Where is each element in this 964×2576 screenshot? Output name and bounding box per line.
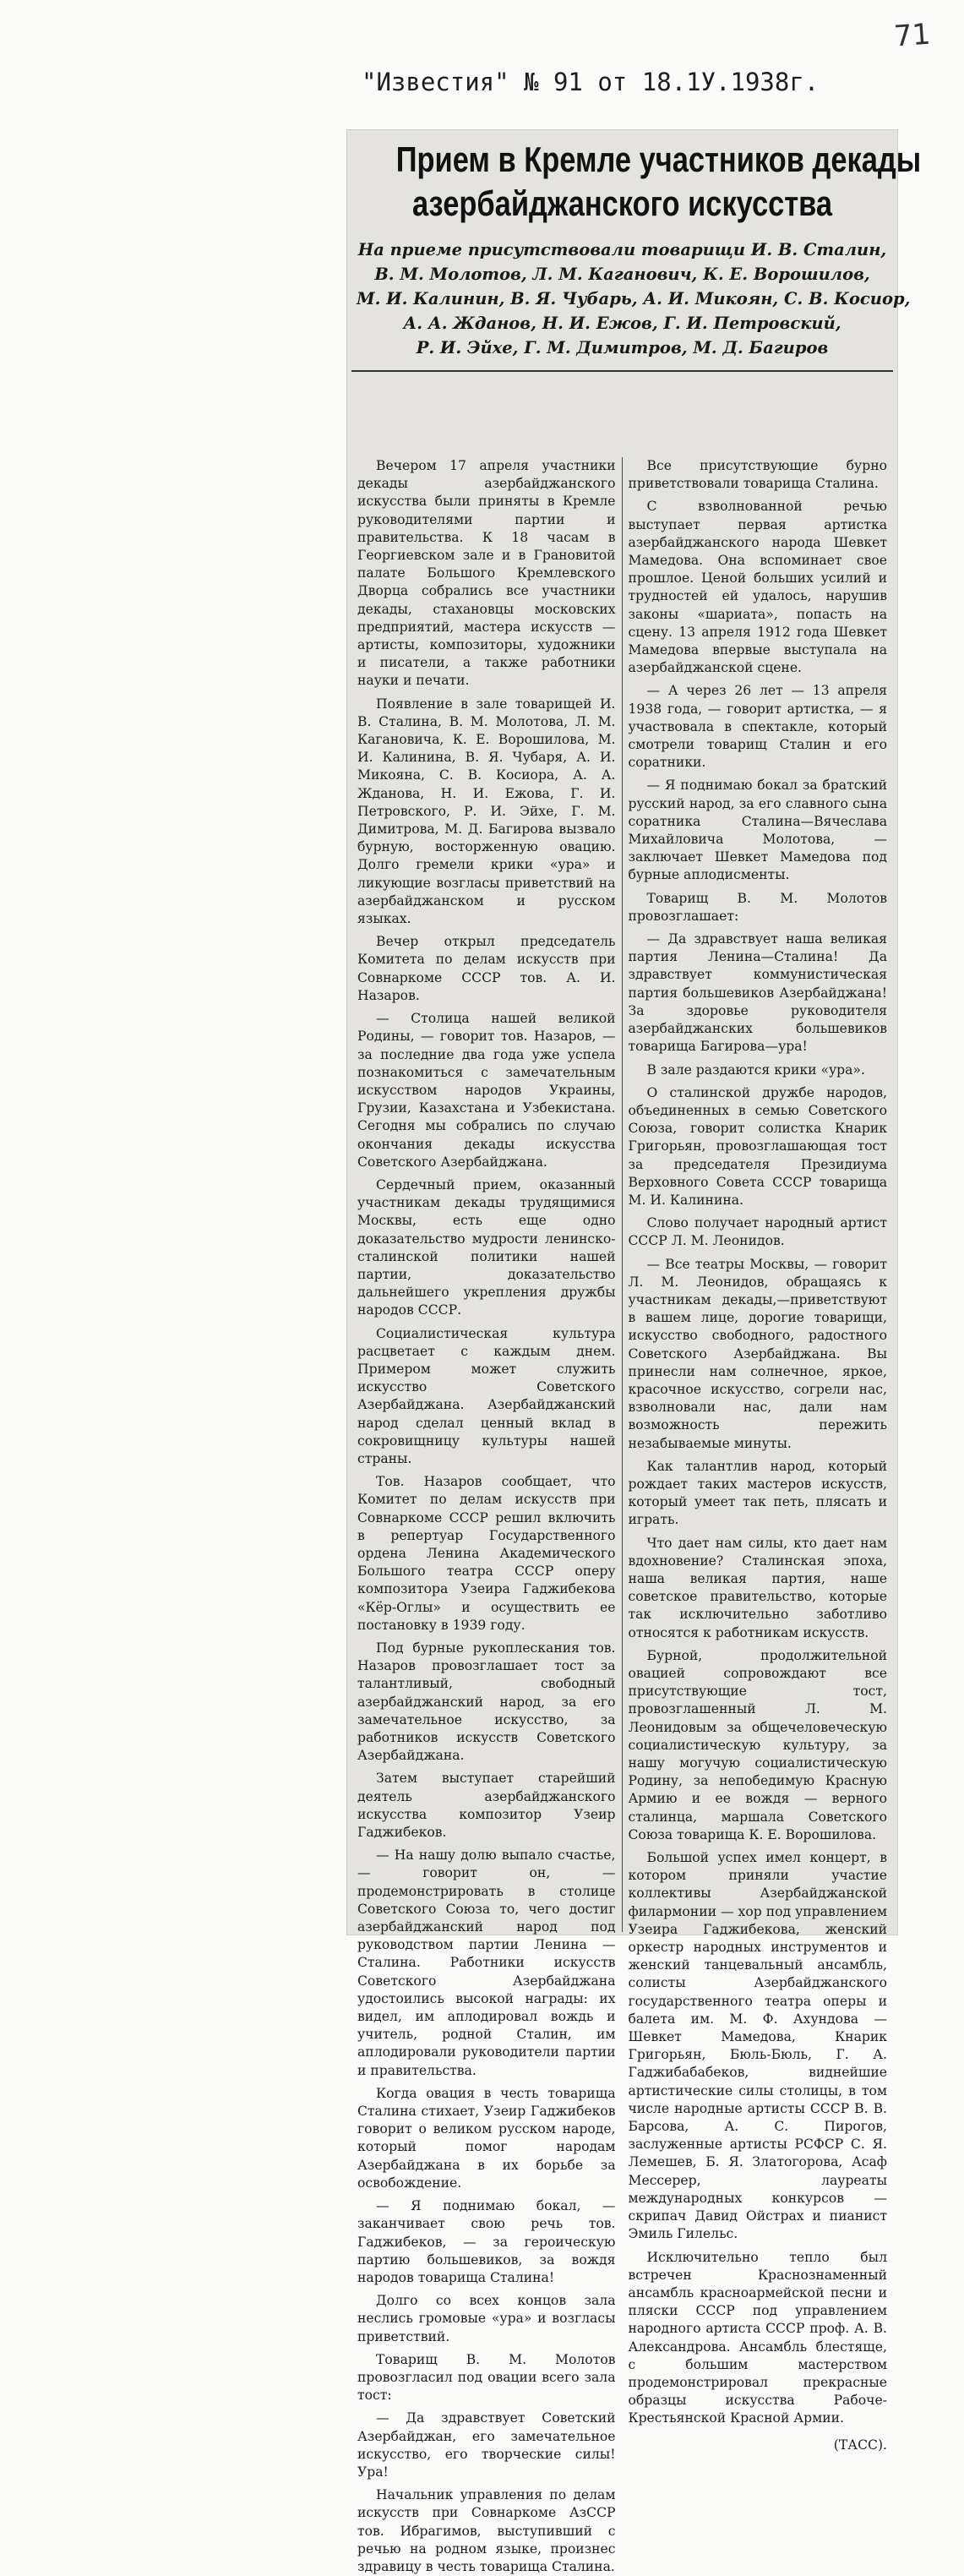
article-paragraph: — Да здравствует наша великая партия Ленина—Сталина! Да здравствует коммунистическая партия большевиков Азербайджана! За здоровье руководителя азербайджанских большевиков товарища Багирова—ура!	[628, 931, 887, 1055]
article-paragraph: Когда овация в честь товарища Сталина стихает, Узеир Гаджибеков говорит о великом русском народе, который помог народам Азербайджана в их борьбе за освобождение.	[357, 2085, 616, 2191]
article-paragraph: Сердечный прием, оказанный участникам декады трудящимися Москвы, есть еще одно доказательство мудрости ленинско-сталинской политики нашей партии, доказательство дальнейшего укрепления дружбы народов СССР.	[357, 1176, 616, 1318]
article-paragraph: Что дает нам силы, кто дает нам вдохновение? Сталинская эпоха, наша великая партия, наше советское правительство, которые так исключительно заботливо относятся к работникам искусств.	[628, 1535, 887, 1640]
subheadline-line: В. М. Молотов, Л. М. Каганович, К. Е. Ворошилов,	[374, 265, 870, 284]
headline-rule	[351, 370, 893, 372]
article-paragraph: — Да здравствует Советский Азербайджан, его замечательное искусство, его творческие силы! Ура!	[357, 2410, 616, 2480]
article-paragraph: Социалистическая культура расцветает с каждым днем. Примером может служить искусство Советского Азербайджана. Азербайджанский народ сделал ценный вклад в сокровищницу культуры нашей страны.	[357, 1325, 616, 1466]
article-paragraph: Тов. Назаров сообщает, что Комитет по делам искусств при Совнаркоме СССР решил включить в репертуар Государственного ордена Ленина Академического Большого театра СССР оперу композитора Узеира Гаджибекова «Кёр-Оглы» и осуществить ее постановку в 1939 году.	[357, 1474, 616, 1633]
article-paragraph: Слово получает народный артист СССР Л. М. Леонидов.	[628, 1215, 887, 1249]
article-column-right	[623, 457, 894, 2453]
article-paragraph: — На нашу долю выпало счастье, — говорит он, — продемонстрировать в столице Советского Союза то, чего достиг азербайджанский народ под руководством партии Ленина — Сталина. Работники искусств Советского Азербайджана удостоились высокой награды: их видел, им аплодировал вождь и учитель, родной Сталин, им аплодировали руководители партии и правительства.	[357, 1847, 616, 2078]
article-paragraph: С взволнованной речью выступает первая артистка азербайджанского народа Шевкет Мамедова. Она вспоминает свое прошлое. Ценой больших усилий и трудностей ей удалось, нарушив законы «шариата», попасть на сцену. 13 апреля 1912 года Шевкет Мамедова впервые выступала на азербайджанской сцене.	[628, 499, 887, 676]
subheadline-line: На приеме присутствовали товарищи И. В. Сталин,	[357, 240, 887, 259]
article-paragraph: Товарищ В. М. Молотов провозглашает:	[628, 890, 887, 924]
article-paragraph: Затем выступает старейший деятель азербайджанского искусства композитор Узеир Гаджибеков.	[357, 1771, 616, 1841]
headline	[395, 138, 922, 226]
newspaper-source-line: "Известия" № 91 от 18.1У.1938г.	[362, 68, 820, 96]
archive-page-number: 71	[892, 17, 932, 54]
article-paragraph: — А через 26 лет — 13 апреля 1938 года, — говорит артистка, — я участвовала в спектакле, который смотрели товарищ Сталин и его соратники.	[628, 683, 887, 771]
article-paragraph: Товарищ В. М. Молотов провозгласил под овации всего зала тост:	[357, 2351, 616, 2404]
article-signature: (ТАСС).	[833, 2437, 887, 2453]
article-paragraph: — Я поднимаю бокал за братский русский народ, за его славного сына соратника Сталина—Вячеслава Михайловича Молотова, — заключает Шевкет Мамедова под бурные аплодисменты.	[628, 778, 887, 883]
article-paragraph: Как талантлив народ, который рождает таких мастеров искусств, который умеет так петь, плясать и играть.	[628, 1458, 887, 1528]
article-column-left	[351, 457, 623, 2574]
subheadline-line: М. И. Калинин, В. Я. Чубарь, А. И. Микоян, С. В. Косиор,	[357, 289, 911, 308]
headline-line: азербайджанского искусства	[411, 183, 833, 223]
article-paragraph: Вечером 17 апреля участники декады азербайджанского искусства были приняты в Кремле руководителями партии и правительства. К 18 часам в Георгиевском зале и в Грановитой палате Большого Кремлевского Дворца собрались все участники декады, стахановцы московских предприятий, мастера искусств — артисты, композиторы, художники и писатели, а также работники науки и печати.	[357, 458, 616, 689]
article-paragraph: — Все театры Москвы, — говорит Л. М. Леонидов, обращаясь к участникам декады,—приветствуют в вашем лице, дорогие товарищи, искусство свободного, радостного Советского Азербайджана. Вы принесли нам солнечное, яркое, красочное искусство, согрели нас, взволновали нас, дали нам возможность пережить незабываемые минуты.	[628, 1256, 887, 1451]
article-paragraph: Начальник управления по делам искусств при Совнаркоме АзССР тов. Ибрагимов, выступивший с речью на родном языке, произнес здравицу в честь товарища Сталина.	[357, 2487, 616, 2574]
article-paragraph: Все присутствующие бурно приветствовали товарища Сталина.	[628, 458, 887, 492]
article-paragraph: О сталинской дружбе народов, объединенных в семью Советского Союза, говорит солистка Кнарик Григорьян, провозглашающая тост за председателя Президиума Верховного Совета СССР товарища М. И. Калинина.	[628, 1084, 887, 1208]
article-columns	[351, 457, 893, 2574]
article-paragraph: Под бурные рукоплескания тов. Назаров провозглашает тост за талантливый, свободный азербайджанский народ, за его замечательное искусство, за работников искусств Советского Азербайджана.	[357, 1640, 616, 1764]
article-paragraph: Появление в зале товарищей И. В. Сталина, В. М. Молотова, Л. М. Кагановича, К. Е. Ворошилова, М. И. Калинина, В. Я. Чубаря, А. И. Микояна, С. В. Косиора, А. А. Жданова, Н. И. Ежова, Г. И. Петровского, Р. И. Эйхе, Г. М. Димитрова, М. Д. Багирова вызвало бурную, восторженную овацию. Долго гремели крики «ура» и ликующие возгласы приветствий на азербайджанском и русском языках.	[357, 696, 616, 927]
newspaper-clipping	[346, 129, 922, 2574]
subheadline	[357, 237, 911, 360]
subheadline-line: Р. И. Эйхе, Г. М. Димитров, М. Д. Багиров	[416, 338, 829, 357]
subheadline-line: А. А. Жданов, Н. И. Ежов, Г. И. Петровский,	[403, 314, 841, 333]
article-paragraph: Вечер открыл председатель Комитета по делам искусств при Совнаркоме СССР тов. А. И. Назаров.	[357, 934, 616, 1003]
article-paragraph: Исключительно тепло был встречен Краснознаменный ансамбль красноармейской песни и пляски СССР под управлением народного артиста СССР проф. А. В. Александрова. Ансамбль блестяще, с большим мастерством продемонстрировал прекрасные образцы искусства Рабоче-Крестьянской Красной Армии.	[628, 2249, 887, 2426]
article-paragraph: В зале раздаются крики «ура».	[646, 1062, 865, 1078]
article-paragraph: — Столица нашей великой Родины, — говорит тов. Назаров, — за последние два года уже успела познакомиться с замечательным искусством народов Украины, Грузии, Казахстана и Узбекистана. Сегодня мы собрались по случаю окончания декады искусства Советского Азербайджана.	[357, 1011, 616, 1170]
article-paragraph: — Я поднимаю бокал, — заканчивает свою речь тов. Гаджибеков, — за героическую партию большевиков, за вождя народов товарища Сталина!	[357, 2198, 616, 2285]
article-paragraph: Долго со всех концов зала неслись громовые «ура» и возгласы приветствий.	[357, 2293, 616, 2344]
article-paragraph: Большой успех имел концерт, в котором приняли участие коллективы Азербайджанской филармонии — хор под управлением Узеира Гаджибекова, женский оркестр народных инструментов и женский танцевальный ансамбль, солисты Азербайджанского государственного театра оперы и балета им. М. Ф. Ахундова — Шевкет Мамедова, Кнарик Григорьян, Бюль-Бюль, Г. А. Гаджибабабеков, виднейшие артистические силы столицы, в том числе народные артисты СССР В. В. Барсова, А. С. Пирогов, заслуженные артисты РСФСР С. Я. Лемешев, Б. Я. Златогорова, Асаф Мессерер, лауреаты международных конкурсов — скрипач Давид Ойстрах и пианист Эмиль Гилельс.	[628, 1850, 887, 2242]
article-paragraph: Бурной, продолжительной овацией сопровождают все присутствующие тост, провозглашенный Л. М. Леонидовым за общечеловеческую социалистическую культуру, за нашу могучую социалистическую Родину, за непобедимую Красную Армию и ее вождя — верного сталинца, маршала Советского Союза товарища К. Е. Ворошилова.	[628, 1647, 887, 1842]
headline-line: Прием в Кремле участников декады	[395, 139, 922, 179]
